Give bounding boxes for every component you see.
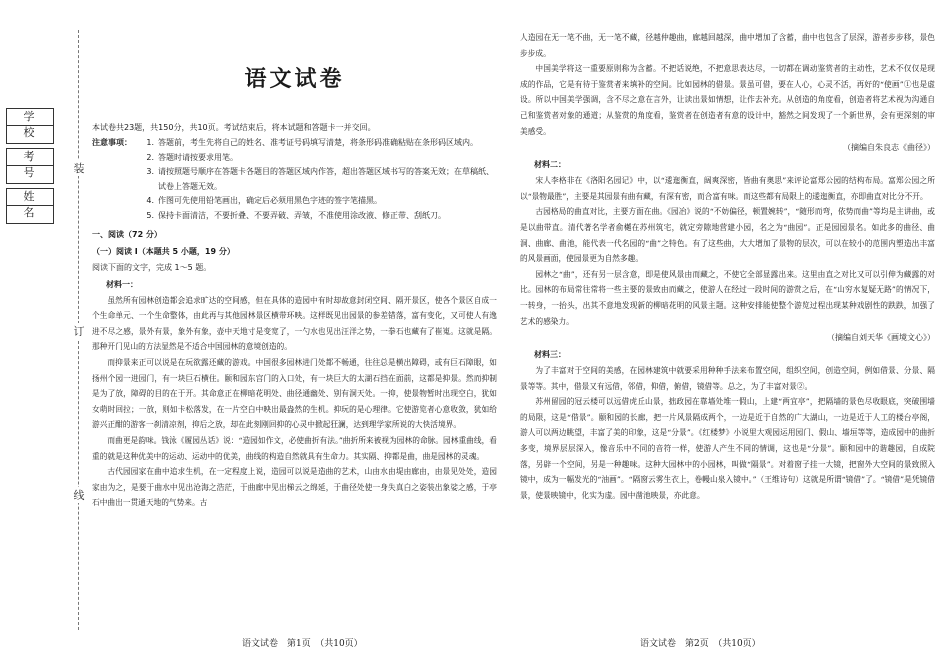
material-1-paragraph: 古代园园家在曲中追求生机，在一定程度上说，造园可以说是造曲的艺术，山由水由堤由廊由，由景见处处，造园家由为之，是要于曲水中见出沧海之浩茫，于曲廊中见出梯云之绵延，于曲径处使一身失真白之姿装出象娑之感，于亭石中曲出一贯通天地的气势来。古 <box>92 467 497 508</box>
material-1-paragraph: 而曲更是韵味。钱泳《履园丛话》说：“造园如作文，必使曲折有法。”曲折所来被视为园林的命脉。园林重曲线，看重的就是这种优美中的运动、运动中的优美，曲线的构造自然就具有生命力。其实隔、抑都是曲，曲是园林的灵魂。 <box>92 435 497 461</box>
page-1-footer: 语文试卷 第1页 （共10页） <box>242 639 363 649</box>
material-1-continued: 人造园在无一笔不曲，无一笔不藏，径越仲趣曲，廊越回越深，曲中增加了含蓄，曲中也包含了层深，游者步步移，景色步步成。 <box>520 33 935 58</box>
material-1-paragraph: 而抑景来正可以说是在玩欲露还藏的游戏。中国很多园林进门处都不畅通，往往总是横出障碍，或有巨石障眼，如扬州个园一进园门，有一块巨石横住。颐和园东宫门的入口处，有一块巨大的太湖石挡在面前，这都是抑景。然而抑制是为了放，障碍的目的在于开。其命意正在柳暗花明处、曲径通幽处、别有洞天处。一抑，使景物暂时出现空白，犹如女萌时回拉；一放，则如卡松落发，在一片空白中映出最盎然的生机。抑玩的是心理律。它使游览者心意收敛，犹如给游兴正酣的游客一刹清凉剂，抑后之放，却在此刻刚回抑的心灵中掀起狂澜，达到理学家所说的大快活境界。 <box>92 357 497 430</box>
notice-item: 5. 保持卡面清洁，不要折叠、不要弄破、弄皱，不准使用涂改液、修正带、刮纸刀。 <box>146 210 446 220</box>
material-1-label: 材料一： <box>106 279 138 289</box>
page-title: 语文试卷 <box>244 67 345 92</box>
notice-item: 1. 答题前，考生先将自己的姓名、准考证号码填写清楚，将条形码准确粘贴在条形码区域内。 <box>146 138 478 147</box>
binding-mark-ding: 订 <box>73 325 85 338</box>
material-2-paragraph: 古园格局的曲直对比，主要方面在曲。《园冶》说的“不妨偏径，顿置婉转”，“随形而弯，依势而曲”等均是主讲曲，或是以曲带直。清代著名学者俞樾在苏州筑宅，就定旁隙地营建小园，名之为“曲园”。正是园园景名。如此多的曲径、曲洞、曲廊、曲池，能代表一代名园的“曲”之特色。有了这些曲，大大增加了景物的层次，可以在较小的范围内塑造出丰富的风景画面，使园景更为自然多趣。 <box>520 207 935 264</box>
material-1-paragraph: 虽然所有园林创造都会追求旷达的空间感，但在具体的造园中有时却故意封闭空间、隔开景区，使各个景区自成一个生命单元、一个生命整体，由此再与其他园林景区横带环映。这样既见出园景的参差错落，富有变化，又可使人有逸进不尽之感，景外有景，象外有象，壶中天地寸是变宽了，一勺水也见出汪洋之势，一拳石也藏有了崔嵬。这就是隔。那种开门见山的方法显然是不适合中国园林的意境创造的。 <box>92 295 497 352</box>
exam-intro: 本试卷共23题，共150分，共10页。考试结束后，将本试题和答题卡一并交回。 <box>92 123 376 132</box>
school-field[interactable] <box>6 108 54 144</box>
material-1-source: （摘编自朱良志《曲径》） <box>843 143 935 153</box>
notice-list <box>92 136 497 223</box>
binding-mark-xian: 线 <box>73 489 85 502</box>
material-2-paragraph: 宋人李格非在《洛阳名园记》中，以“逶迤衡直，阔爽深密，皆曲有奥思”来评论富郑公园的结构布局。富郑公园之所以“景物最胜”，主要是其园景有曲有藏，有深有密，而合富有味。而这些都有局限上的逶迤衡直，亦即曲直对比分不开。 <box>520 176 935 201</box>
page-1: 语文试卷 本试卷共23题，共150分，共10页。考试结束后，将本试题和答题卡一并交回。 注意事项： 1. 答题前，考生先将自己的姓名、准考证号码填写清楚，将条形码准确粘贴在条形码区域内。 2. 答题时请按要求用笔。 3. 请按照题号顺序在答题卡各题目的答题区域内作答，超出答题区域书写的答案无效；在草稿纸、试卷上答题无效。 4. 作图可先使用铅笔画出，确定后必须用黑色字迹的签字笔描黑。 5. 保持卡面清洁，不要折叠、不要弄破、弄皱，不准使用涂改液、修正带、刮纸刀。 一、阅读（72 分） （一）阅读 I（本题共 5 小题，19 分） 阅读下面的文字，完成 1～5 题。 材料一： 虽然所有园林创造都会追求旷达的空间感，但在具体的造园中有时却故意封闭空间、隔开景区，使各个景区自成一个生命单元、一个生命整体，由此再与其他园林景区横带环映。这样既见出园景的参差错落，富有变化，又可使人有逸进不尽之感，景外有景，象外有象，壶中天地寸是变宽了，一勺水也见出汪洋之势，一拳石也藏有了崔嵬。这就是隔。那种开门见山的方法显然是不适合中国园林的意境创造的。 而抑景来正可以说是在玩欲露还藏的游戏。中国很多园林进门处都不畅通，往往总是横出障碍，或有巨石障眼，如扬州个园一进园门，有一块巨石横住。颐和园东宫门的入口处，有一块巨大的太湖石挡在面前，这都是抑景。然而抑制是为了放，障碍的目的在于开。其命意正在柳暗花明处、曲径通幽处、别有洞天处。一抑，使景物暂时出现空白，犹如女萌时回拉；一放，则如卡松落发，在一片空白中映出最盎然的生机。抑玩的是心理律。它使游览者心意收敛，犹如给游兴正酣的游客一刹清凉剂，抑后之放，却在此刻刚回抑的心灵中掀起狂澜，达到理学家所说的大快活境界。 而曲更是韵味。钱泳《履园丛话》说：“造园如作文，必使曲折有法。”曲折所来被视为园林的命脉。园林重曲线，看重的就是这种优美中的运动、运动中的优美，曲线的构造自然就具有生命力。其实隔、抑都是曲，曲是园林的灵魂。 古代园园家在曲中追求生机，在一定程度上说，造园可以说是造曲的艺术，山由水由堤由廊由，由景见处处，造园家由为之，是要于曲水中见出沧海之浩茫，于曲廊中见出梯云之绵延，于曲径处使一身失真白之姿装出象娑之感，于亭石中曲出一贯通天地的气势来。古 语文试卷 第1页 （共10页） <box>92 0 497 659</box>
school-field-label: 学 校 <box>7 109 53 126</box>
material-2-label: 材料二： <box>534 160 566 170</box>
binding-mark-zhuang: 装 <box>73 162 85 175</box>
notice-item: 2. 答题时请按要求用笔。 <box>146 152 238 162</box>
binding-margin <box>0 0 88 659</box>
name-field[interactable] <box>6 188 54 224</box>
subsection-heading: （一）阅读 I（本题共 5 小题，19 分） <box>92 247 235 256</box>
section-heading: 一、阅读（72 分） <box>92 230 162 239</box>
exam-number-field[interactable] <box>6 148 54 184</box>
material-3-paragraph: 苏州留园的冠云楼可以远借虎丘山景，拙政园在靠墙处堆一假山，上建“两宜亭”，把隔墙的景色尽收眼底，突破围墙的局限，这是“借景”。颐和园的长廊，把一片风景隔成两个，一边是近于自然的广大湖山，一边是近于人工的楼台亭阁，游人可以两边眺望，丰富了美的印象，这是“分景”。《红楼梦》小说里大观园运用园门、假山、墙垣等等，造成园中的曲折多变，境界层层深入，像音乐中不同的音符一样，使游人产生不同的情调，这也是“分景”。颐和园中的谐趣园，自成院落，另辟一个空间，另是一种趣味。这种大园林中的小园林，叫做“隔景”。对着窗子挂一大镜，把窗外大空间的景致照入镜中，成为一幅发光的“油画”。“隔窗云雾生衣上，卷幔山泉入镜中。”（王维诗句）这就是所谓“镜借”了。“镜借”是凭镜借景，使景映镜中，化实为虚。园中凿池映景，亦此意。 <box>520 397 935 500</box>
material-1-paragraph: 中国美学将这一重要原则称为含蓄。不把话说绝，不把意思表达尽，一切都在调动鉴赏者的主动性，艺术不仅仅是现成的作品，它是有待于鉴赏者来填补的空间。比如园林的借景。景虽可借，要在人心，心灵不活，再好的“使画”①也是虚设。所以中国美学强调，含不尽之意在言外，让读出景如情想，让作去补充。从创造的角度看，创造者将艺术视为沟通自己和鉴赏者对象的通道；从鉴赏的角度看，鉴赏者在创造者有意的设计中，豁然之间发现了一个新世界，会有更深刻的审美感受。 <box>520 64 935 136</box>
material-3-label: 材料三： <box>534 350 566 360</box>
page-2 <box>520 0 935 659</box>
reading-instruction: 阅读下面的文字，完成 1～5 题。 <box>92 263 212 272</box>
name-field-label: 姓 名 <box>7 189 53 206</box>
material-2-paragraph: 园林之“曲”，还有另一层含意，即是使风景由而藏之，不使它全部显露出来。这里由直之对比又可以引伸为藏露的对比。园林的布局常往常将一些主要的景致由而藏之，使游人在经过一段时间的游赏之后，在“山穷水复疑无路”的情况下，一转身，一抬头，出其不意地发现新的柳暗花明的风景主题。这种安排能使整个游览过程出现某种戏剧性的跌跌，加强了艺术的感染力。 <box>520 269 935 326</box>
material-2-source: （摘编自刘天华《画境文心》） <box>827 333 935 343</box>
material-3-paragraph: 为了丰富对于空间的美感，在园林建筑中就要采用种种手法来布置空间，组织空间，创造空间，例如借景、分景、隔景等等。其中，借景又有远借，邻借，仰借，俯借，镜借等。总之，为了丰富对景②。 <box>520 366 935 391</box>
page-2-footer: 语文试卷 第2页 （共10页） <box>640 639 761 649</box>
exam-number-field-label: 考 号 <box>7 149 53 166</box>
notice-item: 4. 作图可先使用铅笔画出，确定后必须用黑色字迹的签字笔描黑。 <box>146 196 382 205</box>
notice-item: 3. 请按照题号顺序在答题卡各题目的答题区域内作答，超出答题区域书写的答案无效；在草稿纸、试卷上答题无效。 <box>146 167 494 191</box>
